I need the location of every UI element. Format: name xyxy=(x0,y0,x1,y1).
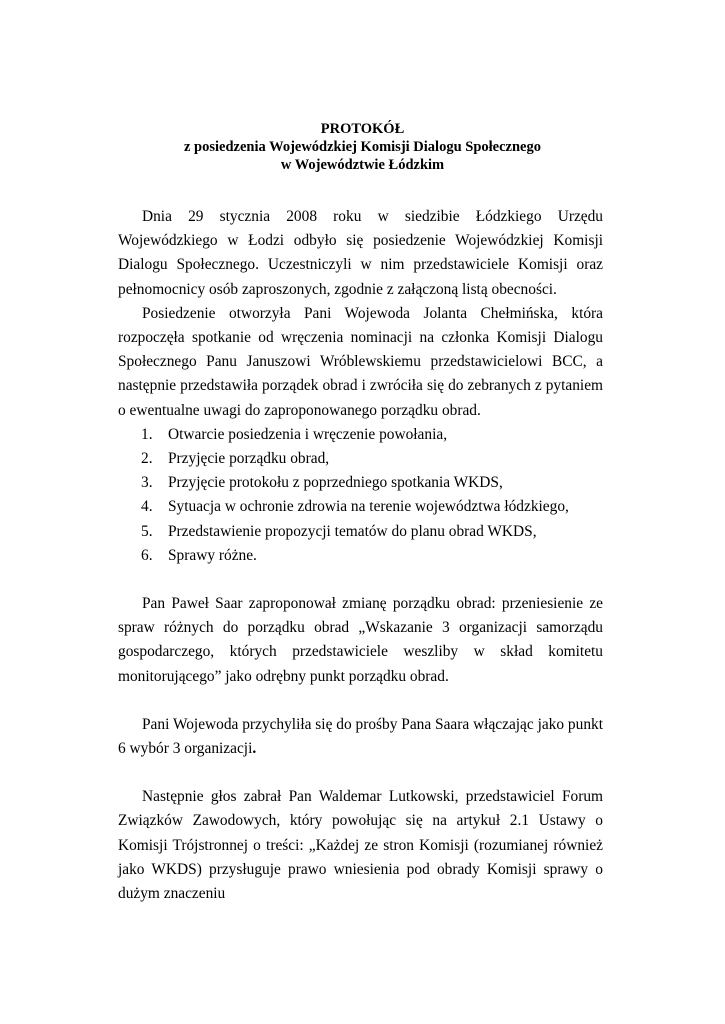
agenda-item-number: 5. xyxy=(141,522,153,540)
paragraph-meeting-intro: Dnia 29 stycznia 2008 roku w siedzibie Łódzkiego Urzędu Wojewódzkiego w Łodzi odbyło się posiedzenie Wojewódzkiej Komisji Dialogu Społecznego. Uczestniczyli w nim przedstawiciele Komisji oraz pełnomocnicy osób zaproszonych, zgodnie z załączoną listą obecności. xyxy=(118,208,603,298)
paragraph-gap xyxy=(118,689,603,713)
agenda-item xyxy=(118,520,603,544)
paragraph-agenda-change-accepted xyxy=(118,713,603,761)
agenda-item xyxy=(118,544,603,568)
paragraph-lutkowski-statement: Następnie głos zabrał Pan Waldemar Lutkowski, przedstawiciel Forum Związków Zawodowych, który powołując się na artykuł 2.1 Ustawy o Komisji Trójstronnej o treści: „Każdej ze stron Komisji (rozumianej również jako WKDS) przysługuje prawo wniesienia pod obrady Komisji sprawy o dużym znaczeniu xyxy=(118,788,603,903)
agenda-item-number: 6. xyxy=(141,546,153,564)
paragraph-opening: Posiedzenie otworzyła Pani Wojewoda Jolanta Chełmińska, która rozpoczęła spotkanie od wręczenia nominacji na członka Komisji Dialogu Społecznego Panu Januszowi Wróblewskiemu przedstawicielowi BCC, a następnie przedstawiła porządek obrad i zwróciła się do zebranych z pytaniem o ewentualne uwagi do zaproponowanego porządku obrad. xyxy=(118,304,603,419)
agenda-item-text: Przyjęcie porządku obrad, xyxy=(168,450,330,468)
agenda-list xyxy=(118,423,603,568)
agenda-item-text: Otwarcie posiedzenia i wręczenie powołania, xyxy=(168,425,448,443)
agenda-item-text: Przedstawienie propozycji tematów do planu obrad WKDS, xyxy=(168,522,537,540)
document-subtitle-line2: w Województwie Łódzkim xyxy=(280,157,445,173)
document-heading xyxy=(0,120,725,174)
agenda-item-number: 3. xyxy=(141,474,153,492)
paragraph-gap xyxy=(118,568,603,592)
document-body xyxy=(118,205,603,906)
agenda-item-text: Sprawy różne. xyxy=(168,546,257,564)
agenda-item-number: 2. xyxy=(141,450,153,468)
paragraph-end-mark: . xyxy=(252,740,257,758)
paragraph-agenda-change-proposal: Pan Paweł Saar zaproponował zmianę porządku obrad: przeniesienie ze spraw różnych do porządku obrad „Wskazanie 3 organizacji samorządu gospodarczego, których przedstawiciele weszliby w skład komitetu monitorującego” jako odrębny punkt porządku obrad. xyxy=(118,595,603,685)
agenda-item-number: 4. xyxy=(141,498,153,516)
agenda-item-text: Sytuacja w ochronie zdrowia na terenie województwa łódzkiego, xyxy=(168,498,569,516)
agenda-item-text: Przyjęcie protokołu z poprzedniego spotkania WKDS, xyxy=(168,474,503,492)
agenda-item xyxy=(118,471,603,495)
document-subtitle-line1: z posiedzenia Wojewódzkiej Komisji Dialogu Społecznego xyxy=(184,139,541,155)
agenda-item-number: 1. xyxy=(141,425,153,443)
paragraph-gap xyxy=(118,761,603,785)
agenda-item xyxy=(118,495,603,519)
agenda-item xyxy=(118,447,603,471)
paragraph-agenda-change-accepted-text: Pani Wojewoda przychyliła się do prośby Pana Saara włączając jako punkt 6 wybór 3 organizacji xyxy=(118,715,603,758)
agenda-item xyxy=(118,423,603,447)
document-title: PROTOKÓŁ xyxy=(320,121,405,137)
